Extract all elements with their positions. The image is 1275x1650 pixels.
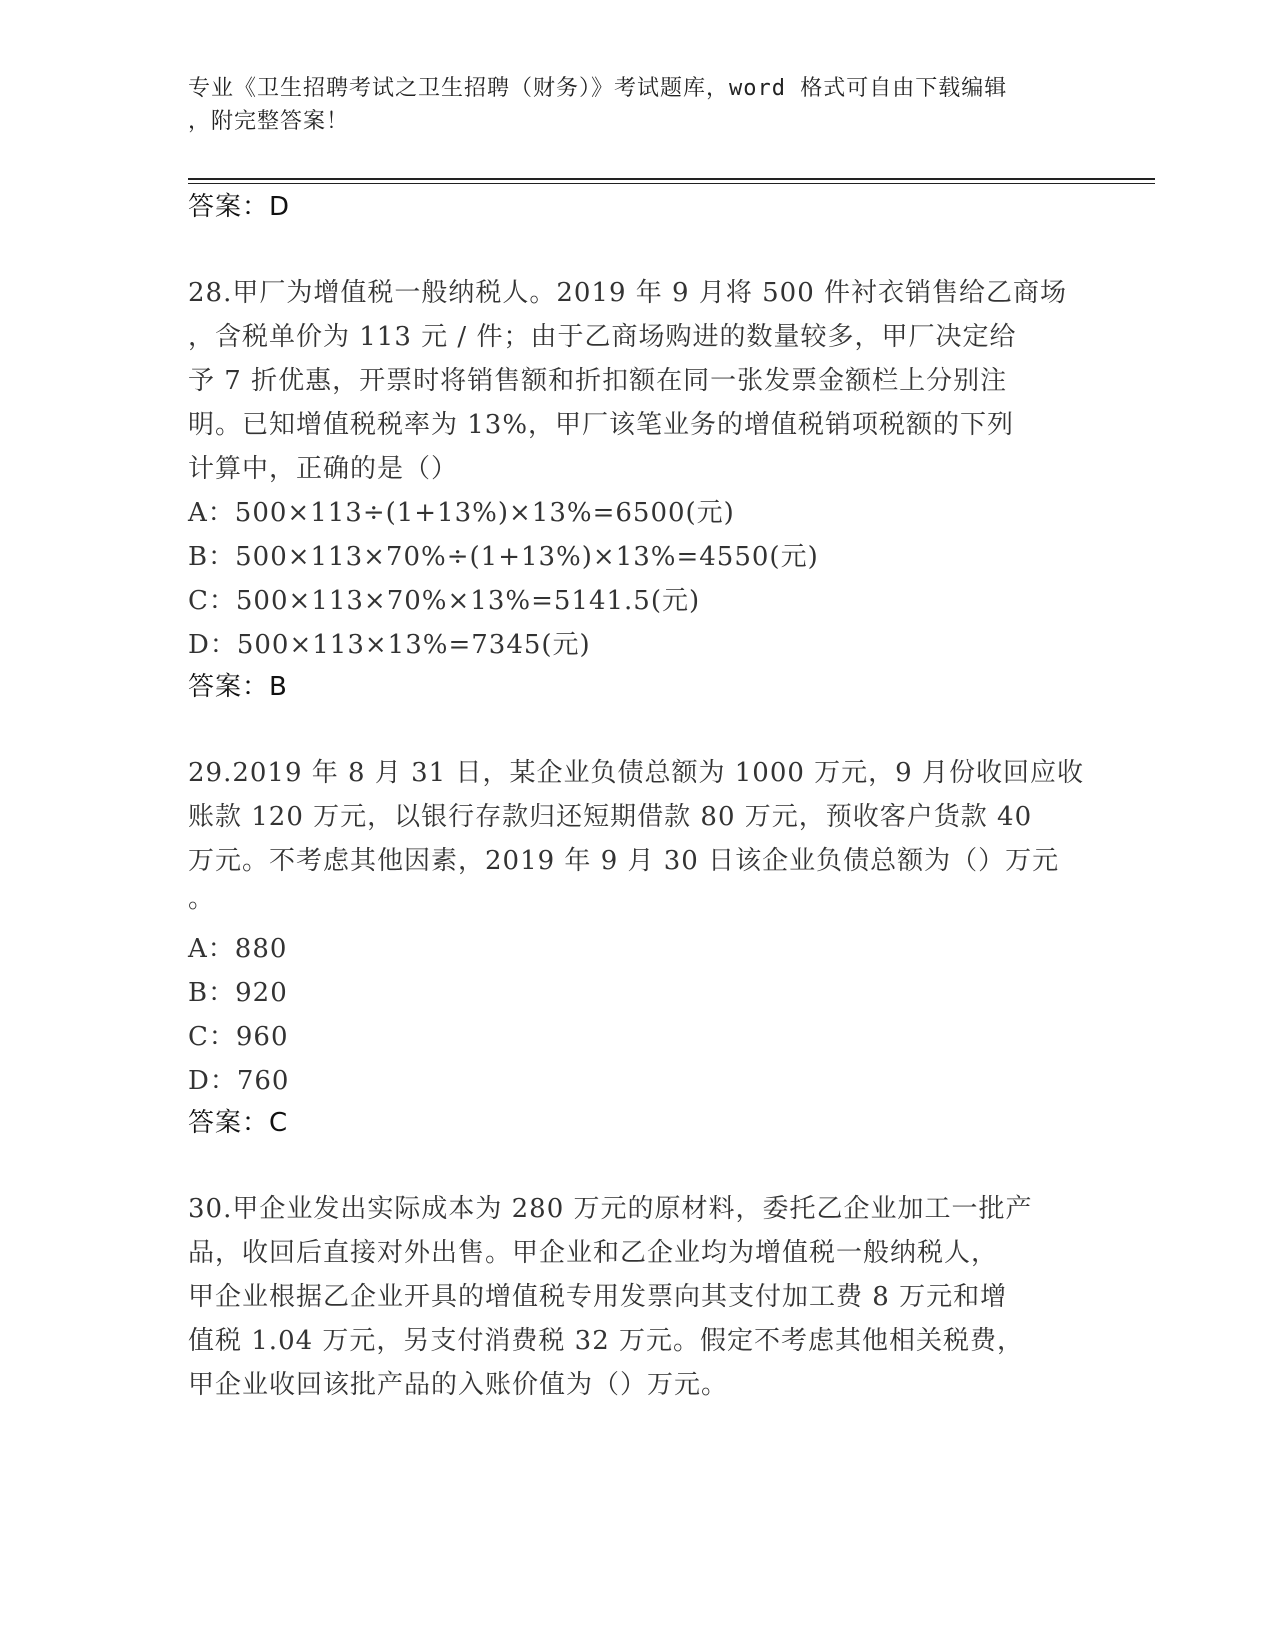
q29-option-a: A：880 (188, 934, 288, 964)
q28-answer: 答案：B (188, 672, 288, 702)
q30-line-2: 品，收回后直接对外出售。甲企业和乙企业均为增值税一般纳税人， (188, 1238, 999, 1268)
q28-option-a: A：500×113÷(1+13%)×13%=6500(元) (188, 498, 735, 528)
q28-line-2: ，含税单价为 113 元 / 件；由于乙商场购进的数量较多，甲厂决定给 (188, 322, 1017, 352)
q28-line-5: 计算中，正确的是（） (188, 454, 459, 484)
q30-line-3: 甲企业根据乙企业开具的增值税专用发票向其支付加工费 8 万元和增 (188, 1282, 1008, 1312)
q30-line-5: 甲企业收回该批产品的入账价值为（）万元。 (188, 1370, 729, 1400)
q28-option-c: C：500×113×70%×13%=5141.5(元) (188, 586, 701, 616)
q30-line-1: 30.甲企业发出实际成本为 280 万元的原材料，委托乙企业加工一批产 (188, 1194, 1033, 1224)
q29-option-d: D：760 (188, 1066, 290, 1096)
header-rule-thin (188, 183, 1155, 184)
q29-line-1: 29.2019 年 8 月 31 日，某企业负债总额为 1000 万元，9 月份收回应收 (188, 758, 1084, 788)
q28-line-3: 予 7 折优惠，开票时将销售额和折扣额在同一张发票金额栏上分别注 (188, 366, 1008, 396)
header-rule-thick (188, 178, 1155, 180)
q29-option-b: B：920 (188, 978, 288, 1008)
q29-line-3: 万元。不考虑其他因素，2019 年 9 月 30 日该企业负债总额为（）万元 (188, 846, 1060, 876)
q29-answer: 答案：C (188, 1108, 289, 1138)
q29-line-2: 账款 120 万元，以银行存款归还短期借款 80 万元，预收客户货款 40 (188, 802, 1033, 832)
q30-line-4: 值税 1.04 万元，另支付消费税 32 万元。假定不考虑其他相关税费， (188, 1326, 1025, 1356)
q28-line-1: 28.甲厂为增值税一般纳税人。2019 年 9 月将 500 件衬衣销售给乙商场 (188, 278, 1068, 308)
q28-line-4: 明。已知增值税税率为 13%，甲厂该笔业务的增值税销项税额的下列 (188, 410, 1015, 440)
header-line-1: 专业《卫生招聘考试之卫生招聘（财务）》考试题库，word 格式可自由下载编辑 (188, 76, 1008, 101)
page-header (188, 72, 1088, 138)
header-line-2: ，附完整答案！ (188, 109, 350, 134)
q28-option-b: B：500×113×70%÷(1+13%)×13%=4550(元) (188, 542, 819, 572)
previous-answer: 答案：D (188, 192, 291, 222)
q28-option-d: D：500×113×13%=7345(元) (188, 630, 591, 660)
q29-line-4: 。 (188, 884, 216, 914)
q29-option-c: C：960 (188, 1022, 289, 1052)
